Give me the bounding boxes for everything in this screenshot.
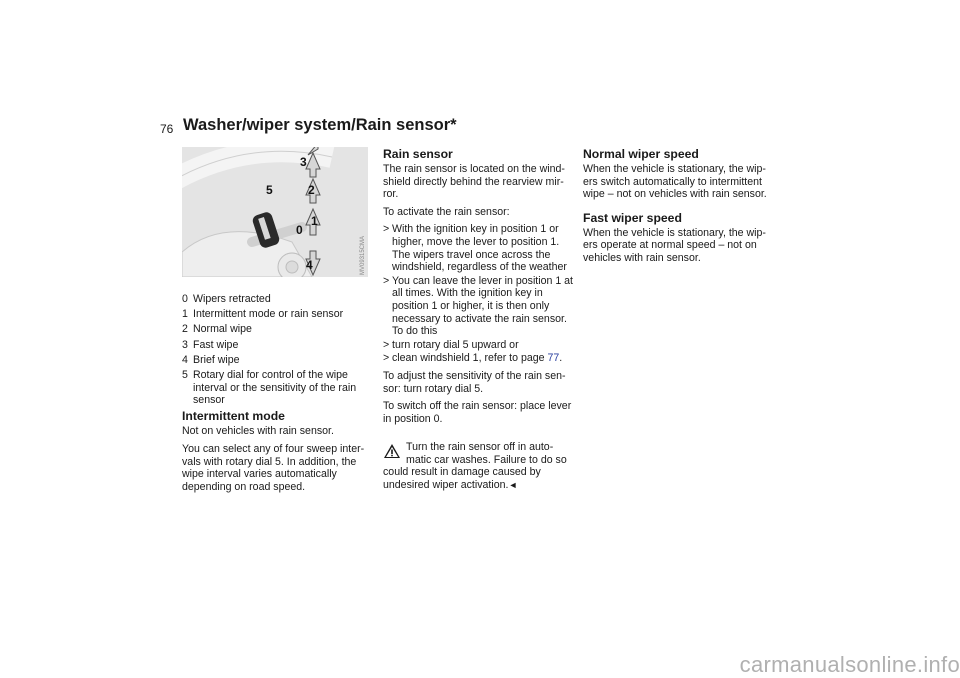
rain-sensor-paragraph-3: To adjust the sensitivity of the rain sen-sor: turn rotary dial 5. (383, 369, 566, 395)
list-item: > turn rotary dial 5 upward or (383, 338, 519, 351)
callout-2: 2 (308, 183, 315, 197)
heading-rain-sensor: Rain sensor (383, 147, 453, 161)
column-right (583, 147, 775, 270)
rain-sensor-paragraph-4: To switch off the rain sensor: place lever in position 0. (383, 400, 572, 425)
callout-1: 1 (311, 214, 318, 228)
end-mark-icon: ◄ (508, 480, 518, 491)
callout-5: 5 (266, 183, 273, 197)
intermittent-paragraph-1: Not on vehicles with rain sensor. (182, 425, 334, 438)
heading-fast-wiper-speed: Fast wiper speed (583, 210, 682, 225)
warning-text-line-1: Turn the rain sensor off in auto- (406, 441, 554, 454)
legend-item: 3 Fast wipe (182, 338, 239, 351)
list-item: > clean windshield 1, refer to page 77. (383, 352, 563, 365)
callout-4: 4 (306, 258, 313, 272)
legend-item: 0 Wipers retracted (182, 293, 271, 305)
legend-item: 5 Rotary dial for control of the wipe interval or the sensitivity of the rain sensor (182, 368, 357, 407)
intermittent-paragraph-2: You can select any of four sweep inter-vals with rotary dial 5. In addition, the wipe interval varies automatically depending on road speed. (182, 442, 365, 493)
figure-code: MV09315CMA (360, 235, 366, 275)
legend-item: 2 Normal wipe (182, 323, 252, 336)
heading-normal-wiper-speed: Normal wiper speed (583, 147, 699, 161)
heading-intermittent-mode: Intermittent mode (182, 409, 285, 424)
column-middle (383, 147, 575, 492)
page-reference-link[interactable]: 77 (547, 352, 560, 365)
legend-item: 4 Brief wipe (182, 353, 240, 366)
fast-speed-paragraph: When the vehicle is stationary, the wip-ers operate at normal speed – not on vehicles with rain sensor. (583, 226, 766, 264)
watermark: carmanualsonline.info (739, 652, 960, 677)
callout-3: 3 (300, 155, 307, 169)
page-number: 76 (160, 122, 174, 136)
wiper-lever-illustration (182, 147, 368, 277)
warning-text-line-2: matic car washes. Failure to do so (406, 453, 567, 466)
legend-list (182, 293, 372, 407)
warning-icon (383, 443, 401, 459)
page-title: Washer/wiper system/Rain sensor* (183, 116, 457, 134)
rain-sensor-paragraph-2: To activate the rain sensor: (383, 205, 510, 218)
normal-speed-paragraph: When the vehicle is stationary, the wip-ers switch automatically to intermittent wipe – not on vehicles with rain sensor. (583, 163, 767, 201)
legend-item: 1 Intermittent mode or rain sensor (182, 308, 344, 321)
column-left (182, 147, 372, 498)
warning-note (383, 441, 575, 491)
callout-0: 0 (296, 223, 303, 237)
list-item: > You can leave the lever in position 1 at all times. With the ignition key in position 1 or higher, it is then only necessary to activate the rain sensor. To do this (383, 274, 574, 338)
warning-text-rest: could result in damage caused by undesired wiper activation.◄ (383, 466, 541, 492)
wiper-lever-drawing (182, 147, 368, 277)
list-item: > With the ignition key in position 1 or higher, move the lever to position 1. The wipers travel once across the windshield, regardless of the weather (383, 223, 567, 274)
rain-sensor-steps (383, 223, 575, 365)
rain-sensor-paragraph-1: The rain sensor is located on the wind-shield directly behind the rearview mir-ror. (383, 163, 565, 201)
